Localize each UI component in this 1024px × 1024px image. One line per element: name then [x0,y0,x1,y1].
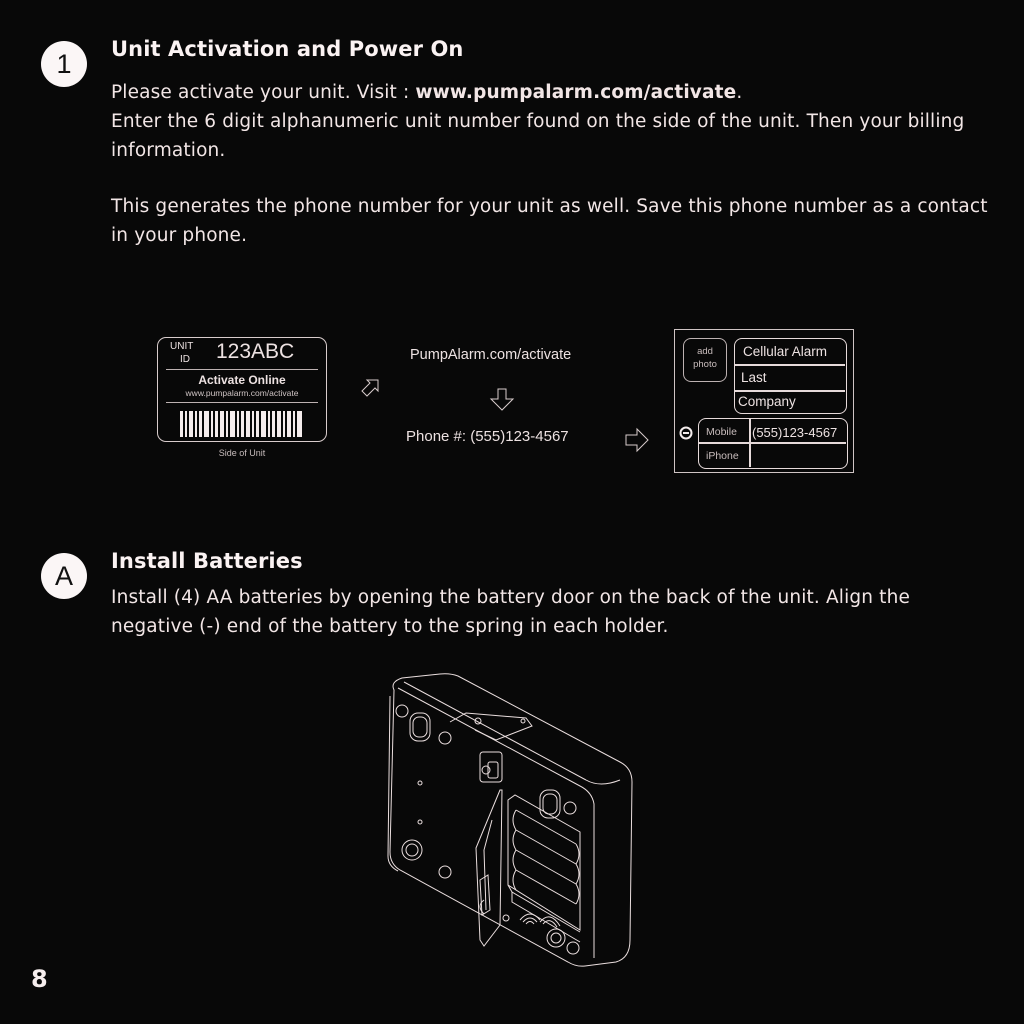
unit-label-line1: UNIT [170,341,194,352]
unit-id-value: 123ABC [216,340,295,363]
activate-online-text: Activate Online [198,373,286,387]
activation-text-prefix: Please activate your unit. Visit : [111,82,416,103]
battery-compartment-illustration [380,670,640,970]
add-photo-button[interactable] [683,338,727,382]
company-field[interactable]: Company [738,394,796,409]
arrow-down-icon [491,388,515,412]
unit-label-line2: ID [180,354,190,365]
unit-id-label [157,337,327,442]
activation-link[interactable]: www.pumpalarm.com/activate [415,82,737,103]
side-of-unit-caption: Side of Unit [218,448,266,458]
page-number: 8 [31,965,48,993]
minus-circle-icon[interactable] [679,426,693,440]
phone-label-iphone[interactable]: iPhone [706,450,739,462]
arrow-right-icon [625,428,651,452]
contact-card [674,329,854,473]
phone-label-mobile[interactable]: Mobile [706,426,737,438]
activation-instructions: Enter the 6 digit alphanumeric unit number found on the side of the unit. Then your billing information. [111,111,965,161]
phone-number-paragraph: This generates the phone number for your unit as well. Save this phone number as a contact in your phone. [111,196,988,246]
add-photo-label: add photo [693,346,717,370]
section-title-activation: Unit Activation and Power On [111,37,464,61]
phone-number-text: Phone #: (555)123-4567 [406,428,569,445]
section-title-batteries: Install Batteries [111,549,303,573]
batteries-paragraph: Install (4) AA batteries by opening the battery door on the back of the unit. Align the negative (-) end of the battery to the spring in each holder. [111,587,910,637]
name-fields [734,338,847,414]
activation-paragraph [111,78,991,165]
first-name-field[interactable]: Cellular Alarm [743,344,828,359]
step-badge-1: 1 [41,41,87,87]
arrow-up-right-icon [359,377,381,399]
phone-fields [698,418,848,469]
barcode-icon [180,411,304,437]
unit-label-url: www.pumpalarm.com/activate [185,388,299,398]
activation-text-suffix: . [736,82,743,103]
step-badge-a: A [41,553,87,599]
phone-value-mobile[interactable]: (555)123-4567 [752,425,838,440]
website-text: PumpAlarm.com/activate [410,347,572,363]
last-name-field[interactable]: Last [741,370,767,385]
